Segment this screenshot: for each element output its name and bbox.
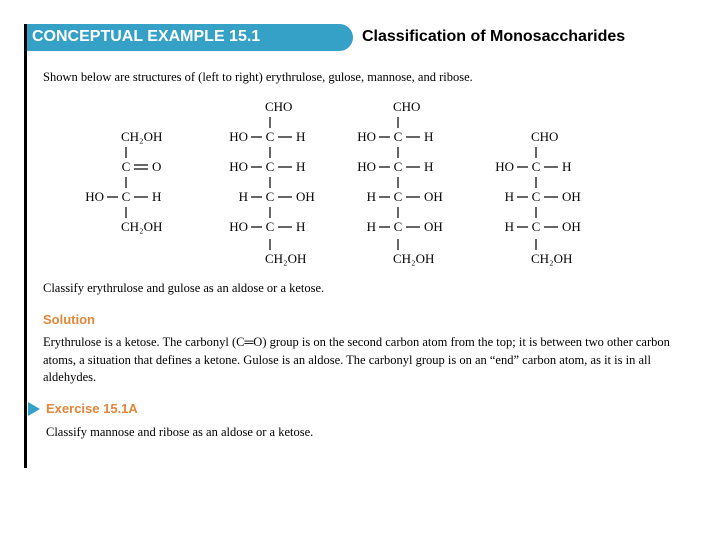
carbon-label: C bbox=[393, 159, 403, 174]
group-label: CHO bbox=[393, 99, 421, 114]
group-label: CH₂OH bbox=[121, 219, 163, 234]
carbon-label: C bbox=[121, 159, 131, 174]
carbon-label: C bbox=[265, 189, 275, 204]
carbon-label: C bbox=[531, 159, 541, 174]
intro-text: Shown below are structures of (left to right) erythrulose, gulose, mannose, and ribose. bbox=[43, 70, 473, 84]
carbon-label: C bbox=[393, 189, 403, 204]
substituent-right: OH bbox=[296, 189, 315, 204]
solution-text: Erythrulose is a ketose. The carbonyl (C═O) group is on the second carbon atom from the top; it is between two other carbon atoms, a situation that defines a ketone. Gulose is an aldose. The carbonyl group is on an “end” carbon atom, as it is in all aldehydes. bbox=[43, 335, 670, 384]
group-label: CHO bbox=[531, 129, 559, 144]
triangle-bullet-icon bbox=[28, 402, 40, 416]
question-text: Classify erythrulose and gulose as an aldose or a ketose. bbox=[43, 281, 325, 295]
substituent-left: HO bbox=[495, 159, 514, 174]
carbon-label: C bbox=[531, 219, 541, 234]
group-label: CH₂OH bbox=[121, 129, 163, 144]
group-label: CH₂OH bbox=[393, 251, 435, 266]
substituent-right: O bbox=[152, 159, 162, 174]
group-label: CHO bbox=[265, 99, 293, 114]
group-label: CH₂OH bbox=[531, 251, 573, 266]
carbon-label: C bbox=[265, 129, 275, 144]
substituent-right: OH bbox=[562, 219, 581, 234]
substituent-left: HO bbox=[229, 129, 248, 144]
substituent-right: H bbox=[296, 219, 306, 234]
substituent-right: OH bbox=[424, 219, 443, 234]
group-label: CH₂OH bbox=[265, 251, 307, 266]
substituent-left: H bbox=[504, 189, 514, 204]
substituent-left: HO bbox=[229, 219, 248, 234]
solution-heading: Solution bbox=[43, 312, 95, 327]
carbon-label: C bbox=[265, 159, 275, 174]
carbon-label: C bbox=[393, 129, 403, 144]
substituent-right: OH bbox=[562, 189, 581, 204]
carbon-label: C bbox=[393, 219, 403, 234]
substituent-right: OH bbox=[424, 189, 443, 204]
exercise-text: Classify mannose and ribose as an aldose or a ketose. bbox=[46, 425, 314, 439]
substituent-left: HO bbox=[357, 129, 376, 144]
substituent-left: HO bbox=[357, 159, 376, 174]
carbon-label: C bbox=[121, 189, 131, 204]
substituent-left: H bbox=[366, 189, 376, 204]
carbon-label: C bbox=[265, 219, 275, 234]
example-label: CONCEPTUAL EXAMPLE 15.1 bbox=[32, 28, 261, 45]
substituent-left: H bbox=[238, 189, 248, 204]
substituent-left: HO bbox=[229, 159, 248, 174]
exercise-heading: Exercise 15.1A bbox=[46, 401, 138, 416]
substituent-right: H bbox=[296, 159, 306, 174]
substituent-right: H bbox=[152, 189, 162, 204]
carbon-label: C bbox=[531, 189, 541, 204]
substituent-left: H bbox=[366, 219, 376, 234]
substituent-right: H bbox=[562, 159, 572, 174]
substituent-right: H bbox=[424, 129, 434, 144]
substituent-left: HO bbox=[85, 189, 104, 204]
substituent-right: H bbox=[424, 159, 434, 174]
example-title: Classification of Monosaccharides bbox=[362, 28, 626, 45]
substituent-left: H bbox=[504, 219, 514, 234]
substituent-right: H bbox=[296, 129, 306, 144]
